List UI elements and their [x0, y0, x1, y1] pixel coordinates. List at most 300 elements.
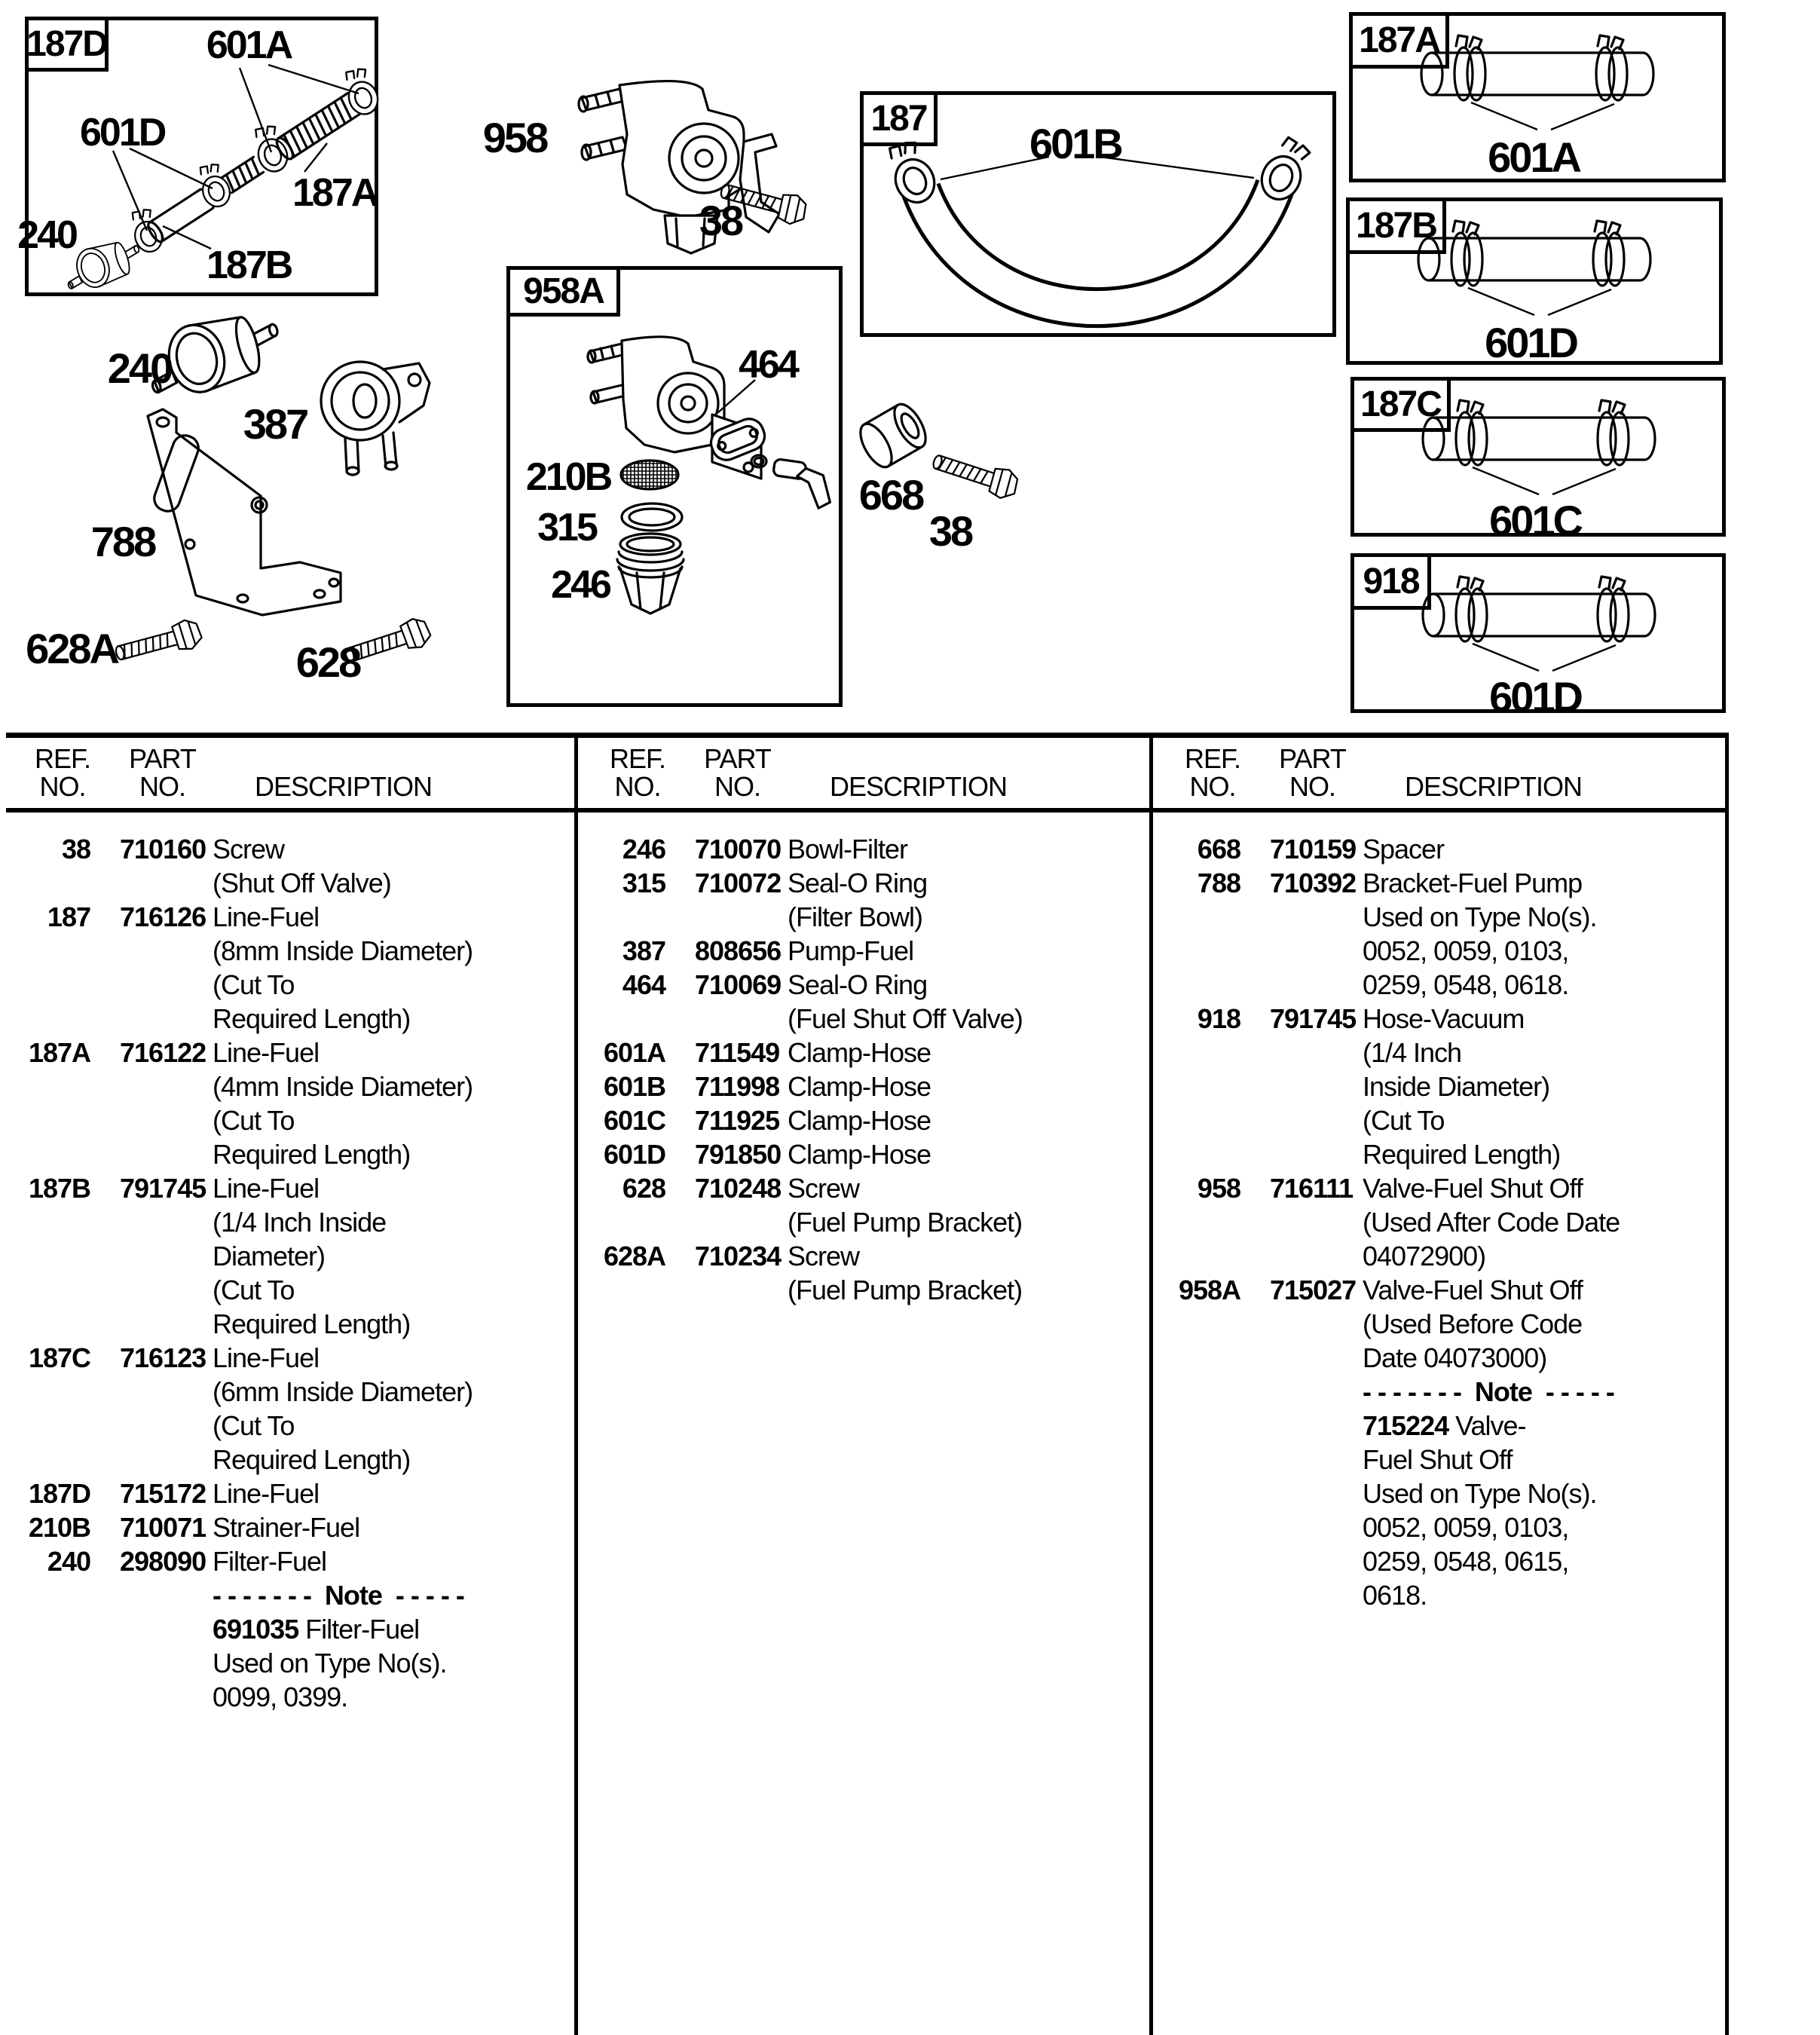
hose-187c-drawing: [1423, 400, 1655, 494]
ref-no: 240: [47, 1546, 90, 1577]
ref-no: [0, 1443, 90, 1477]
callout-628a: 628A: [26, 625, 118, 672]
description: Screw: [213, 834, 285, 864]
callout-601b: 601B: [1029, 120, 1121, 167]
callout-246: 246: [551, 563, 610, 607]
ref-no: [1150, 1239, 1240, 1273]
part-no: 298090: [120, 1546, 206, 1577]
callout-628: 628: [295, 638, 360, 686]
ref-no: [1150, 1409, 1240, 1443]
ref-no: 668: [1197, 834, 1240, 864]
ref-no: 601C: [603, 1105, 665, 1136]
part-no: [120, 1612, 200, 1646]
table-top-border: [6, 733, 1727, 738]
part-no: [1270, 1477, 1350, 1510]
description: (Cut To: [213, 969, 295, 1000]
part-no: [120, 1205, 200, 1239]
description: Diameter): [213, 1241, 326, 1271]
part-no: 716126: [120, 901, 206, 932]
part-no: 710069: [695, 969, 782, 1000]
description: (Cut To: [213, 1275, 295, 1305]
description: (6mm Inside Diameter): [213, 1376, 473, 1407]
part-no: 710072: [695, 868, 782, 898]
ref-no: 628A: [603, 1241, 665, 1271]
part-no: 711549: [695, 1037, 780, 1068]
description: Clamp-Hose: [788, 1105, 931, 1136]
ref-no: [0, 1002, 90, 1036]
table-row: [0, 1646, 571, 1680]
ref-no: 464: [622, 969, 665, 1000]
table-row: [575, 1070, 1146, 1103]
part-no: [1270, 1036, 1350, 1070]
table-row: [1150, 1477, 1721, 1510]
description: 0259, 0548, 0618.: [1363, 969, 1569, 1000]
table-row: [575, 900, 1146, 934]
part-no: [120, 934, 200, 968]
callout-601a-187d: 601A: [206, 23, 292, 67]
description: Used on Type No(s).: [1363, 1478, 1597, 1509]
part-no: 791745: [120, 1173, 206, 1204]
parts-table-column-2: [575, 832, 1146, 1307]
ref-no: [1150, 900, 1240, 934]
table-row: [1150, 1137, 1721, 1171]
part-no: [1270, 934, 1350, 968]
description: (Fuel Pump Bracket): [788, 1207, 1023, 1238]
ref-no: [0, 1409, 90, 1443]
description: Required Length): [213, 1444, 411, 1475]
table-row: [0, 1307, 571, 1341]
table-row: [1150, 1002, 1721, 1036]
description: Clamp-Hose: [788, 1139, 931, 1170]
callout-464: 464: [739, 343, 797, 387]
table-row: [0, 1680, 571, 1714]
description: (Used Before Code: [1363, 1308, 1583, 1339]
description: Inside Diameter): [1363, 1071, 1550, 1102]
fuel-pump-387-drawing: [321, 362, 430, 475]
part-no: 710159: [1270, 834, 1357, 864]
callout-38-mid: 38: [928, 507, 972, 555]
callout-240-loose: 240: [107, 344, 172, 392]
table-row: [575, 1002, 1146, 1036]
o-ring-315-drawing: [622, 503, 682, 531]
table-row: [0, 866, 571, 900]
part-no: 710392: [1270, 868, 1357, 898]
table-row: [1150, 1205, 1721, 1239]
ref-no: [0, 1680, 90, 1714]
description: (Cut To: [1363, 1105, 1445, 1136]
ref-no: [1150, 1070, 1240, 1103]
part-no: [1270, 1443, 1350, 1477]
table-row: [575, 1171, 1146, 1205]
table-row: [0, 1239, 571, 1273]
ref-no: [0, 934, 90, 968]
table-row: [575, 1205, 1146, 1239]
ref-no: [1150, 1036, 1240, 1070]
box-tag-918: 918: [1354, 557, 1431, 610]
table-row: [1150, 1544, 1721, 1578]
description: (Cut To: [213, 1105, 295, 1136]
description: Used on Type No(s).: [213, 1648, 447, 1678]
ref-no: [1150, 1578, 1240, 1612]
table-row: [1150, 1510, 1721, 1544]
part-no: [1270, 1103, 1350, 1137]
table-row: [575, 1103, 1146, 1137]
part-no: [1270, 1137, 1350, 1171]
table-row: [0, 1409, 571, 1443]
part-no: [120, 1443, 200, 1477]
callout-601c-box187c: 601C: [1489, 497, 1581, 544]
box-tag-187d: 187D: [29, 20, 109, 72]
ref-no: [575, 1002, 665, 1036]
description: Clamp-Hose: [788, 1037, 931, 1068]
table-row: [575, 832, 1146, 866]
part-no: 710071: [120, 1512, 206, 1543]
ref-no: [0, 1612, 90, 1646]
table-row: [1150, 1307, 1721, 1341]
part-no: 710070: [695, 834, 782, 864]
table-row: [575, 1137, 1146, 1171]
table-row: [0, 1002, 571, 1036]
ref-no: [0, 968, 90, 1002]
table-row: [1150, 1375, 1721, 1409]
description: (Cut To: [213, 1410, 295, 1441]
callout-601d-box187b: 601D: [1485, 319, 1577, 366]
table-row: [575, 1239, 1146, 1273]
table-row: [1150, 1341, 1721, 1375]
part-no: 791745: [1270, 1003, 1357, 1034]
description: Required Length): [213, 1308, 411, 1339]
ref-no: 958: [1197, 1173, 1240, 1204]
table-row: [575, 866, 1146, 900]
description: (Shut Off Valve): [213, 868, 391, 898]
part-no: 710234: [695, 1241, 782, 1271]
description: 0099, 0399.: [213, 1682, 348, 1712]
ref-no: [0, 1646, 90, 1680]
description: 0052, 0059, 0103,: [1363, 935, 1569, 966]
strainer-210b-drawing: [621, 461, 678, 489]
description: Bracket-Fuel Pump: [1363, 868, 1583, 898]
description: Date 04073000): [1363, 1342, 1547, 1373]
table-row: [1150, 832, 1721, 866]
description: 0052, 0059, 0103,: [1363, 1512, 1569, 1543]
description: Spacer: [1363, 834, 1445, 864]
part-no: [120, 1002, 200, 1036]
valve-958-drawing: [579, 81, 779, 253]
callout-38-top: 38: [699, 197, 742, 244]
description: - - - - - - - Note - - - - -: [213, 1580, 464, 1611]
parts-table-column-1: [0, 832, 571, 1714]
part-no: [695, 900, 775, 934]
table-row: [1150, 968, 1721, 1002]
table-row: [575, 934, 1146, 968]
part-no: [1270, 1375, 1350, 1409]
ref-no: [575, 900, 665, 934]
ref-no: [1150, 1443, 1240, 1477]
spacer-668-drawing: [854, 399, 931, 472]
ref-no: 918: [1197, 1003, 1240, 1034]
description: Screw: [788, 1173, 860, 1204]
hose-187a-drawing: [1421, 35, 1653, 130]
part-no: 808656: [695, 935, 782, 966]
table-row: [1150, 934, 1721, 968]
table-row: [0, 1375, 571, 1409]
table-row: [1150, 1239, 1721, 1273]
ref-no: [1150, 1205, 1240, 1239]
box-tag-187c: 187C: [1354, 381, 1451, 432]
ref-no: [0, 1239, 90, 1273]
callout-210b: 210B: [525, 455, 611, 499]
screw-38-mid-drawing: [929, 447, 1020, 502]
part-no: [120, 1137, 200, 1171]
filter-bowl-246-drawing: [617, 534, 684, 614]
ref-no: [1150, 1510, 1240, 1544]
ref-no: [0, 1205, 90, 1239]
ref-no: 38: [61, 834, 90, 864]
part-no: [695, 1205, 775, 1239]
ref-no: 187C: [28, 1342, 90, 1373]
part-no: 716123: [120, 1342, 206, 1373]
callout-601d-box918: 601D: [1489, 673, 1581, 721]
description: 715224 Valve-: [1363, 1410, 1526, 1441]
table-row: [0, 1544, 571, 1578]
callout-788: 788: [90, 518, 155, 565]
screw-628a-drawing: [112, 617, 203, 669]
shutoff-lever-drawing: [769, 459, 835, 510]
table-row: [0, 1137, 571, 1171]
part-no: [1270, 1510, 1350, 1544]
box-tag-187: 187: [864, 95, 938, 146]
ref-no: [0, 1273, 90, 1307]
part-no: [120, 1239, 200, 1273]
ref-no: [1150, 1341, 1240, 1375]
part-no: [1270, 1544, 1350, 1578]
table-row: [1150, 1171, 1721, 1205]
table-row: [0, 1273, 571, 1307]
ref-no: 187: [47, 901, 90, 932]
part-no: [1270, 1205, 1350, 1239]
ref-no: [0, 1103, 90, 1137]
part-no: [1270, 1307, 1350, 1341]
table-header-separator: [6, 808, 1727, 812]
table-row: [0, 832, 571, 866]
description: Used on Type No(s).: [1363, 901, 1597, 932]
part-no: [1270, 1341, 1350, 1375]
part-no: [1270, 1409, 1350, 1443]
table-row: [0, 1578, 571, 1612]
part-no: [120, 866, 200, 900]
description: (Filter Bowl): [788, 901, 923, 932]
parts-diagram-page: 187D 958A 187 187A 187B 187C 918 601A 601D 187A 187B 240 958 38 464 210B 315 246 668 38 601B 601A 601D 601C 601D 240 387 788 628A 628 REF. NO. PART NO. DESCRIPTION REF. NO. PART NO. DESCRIPTION REF. NO. PART NO. DESCRIPTION 38 710160 Screw (Shut Off Valve) 187 716126 Line-Fuel (8mm Inside Diameter) (Cut To Required Length) 187A 716122 Line-Fuel (4mm Inside Diameter) (Cut To Required Length) 187B 791745 Line-Fuel (1/4 Inch Inside Diameter) (Cut To Required Length) 187C 716123 Line-Fuel (6mm Inside Diameter) (Cut To Required Length) 187D 715172 Line-Fuel 210B 710071 Strainer-Fuel 240 298090 Filter-Fuel - - - - - - - Note - - - - - 691035 Filter-Fuel Used on Type No(s). 0099, 0399. 246 710070 Bowl-Filter 315 710072 Seal-O Ring (Filter Bowl) 387 808656 Pump-Fuel 464 710069 Seal-O Ring (Fuel Shut Off Valve) 601A 711549 Clamp-Hose 601B 711998 Clamp-Hose 601C 711925 Clamp-Hose 601D 791850 Clamp-Hose 628 710248 Screw (Fuel Pump Bracket) 628A 710234 Screw (Fuel Pump Bracket) 668 710159 Spacer 788 710392 Bracket-Fuel Pump Used on Type No(s). 0052, 0059, 0103, 0259, 0548, 0618. 918 791745 Hose-Vacuum (1/4 Inch Inside Diameter) (Cut To Required Length) 958 716111 Valve-Fuel Shut Off (Used After Code Date 04072900) 958A 715027 Valve-Fuel Shut Off (Used Before Code Date 04073000) - - - - - - - Note - - - - - 715224 Valve- Fuel Shut Off Used on Type No(s). 0052, 0059, 0103, 0259, 0548, 0615, 0618.: [0, 0, 1820, 2035]
ref-no: [1150, 1103, 1240, 1137]
ref-no: [0, 1307, 90, 1341]
ref-no: 628: [622, 1173, 665, 1204]
part-no: [695, 1002, 775, 1036]
table-row: [0, 1103, 571, 1137]
part-no: [120, 1273, 200, 1307]
ref-no: 187B: [28, 1173, 90, 1204]
description: (Fuel Shut Off Valve): [788, 1003, 1023, 1034]
callout-601a-box187a: 601A: [1488, 133, 1580, 181]
ref-no: [1150, 1307, 1240, 1341]
ref-no: [1150, 968, 1240, 1002]
table-row: [575, 968, 1146, 1002]
part-no: [120, 1375, 200, 1409]
part-no: 710248: [695, 1173, 782, 1204]
table-row: [0, 1510, 571, 1544]
ref-no: [1150, 1137, 1240, 1171]
callout-387: 387: [243, 400, 307, 448]
ref-no: 315: [622, 868, 665, 898]
part-no: [120, 1103, 200, 1137]
part-no: [120, 968, 200, 1002]
description: Filter-Fuel: [213, 1546, 327, 1577]
part-no: [120, 1680, 200, 1714]
ref-no: 246: [622, 834, 665, 864]
description: Pump-Fuel: [788, 935, 914, 966]
ref-no: 958A: [1178, 1275, 1240, 1305]
table-row: [1150, 900, 1721, 934]
part-no: 710160: [120, 834, 206, 864]
description: Line-Fuel: [213, 901, 320, 932]
description: Fuel Shut Off: [1363, 1444, 1513, 1475]
part-no: [120, 1070, 200, 1103]
table-row: [0, 968, 571, 1002]
description: Required Length): [213, 1139, 411, 1170]
table-row: [1150, 1036, 1721, 1070]
ref-no: [0, 866, 90, 900]
description: Valve-Fuel Shut Off: [1363, 1275, 1583, 1305]
ref-no: [1150, 1544, 1240, 1578]
ref-no: 788: [1197, 868, 1240, 898]
part-no: [120, 1646, 200, 1680]
description: (8mm Inside Diameter): [213, 935, 473, 966]
table-row: [0, 1171, 571, 1205]
part-no: [1270, 968, 1350, 1002]
description: Clamp-Hose: [788, 1071, 931, 1102]
part-no: [1270, 1239, 1350, 1273]
part-no: 711925: [695, 1105, 780, 1136]
description: 0259, 0548, 0615,: [1363, 1546, 1569, 1577]
part-no: 716111: [1270, 1173, 1354, 1204]
ref-no: [0, 1578, 90, 1612]
description: Line-Fuel: [213, 1342, 320, 1373]
description: Required Length): [213, 1003, 411, 1034]
hose-918-drawing: [1423, 577, 1655, 671]
ref-no: 601B: [603, 1071, 665, 1102]
description: Hose-Vacuum: [1363, 1003, 1525, 1034]
part-no: [120, 1307, 200, 1341]
parts-table-column-3: [1150, 832, 1721, 1612]
callout-958: 958: [482, 114, 547, 161]
table-row: [575, 1036, 1146, 1070]
callout-315: 315: [537, 506, 596, 549]
table-row: [1150, 1409, 1721, 1443]
callout-187b-187d: 187B: [206, 243, 292, 287]
ref-no: [1150, 1375, 1240, 1409]
part-no: [120, 1409, 200, 1443]
table-row: [1150, 1443, 1721, 1477]
table-right-border: [1725, 733, 1729, 2035]
description: (4mm Inside Diameter): [213, 1071, 473, 1102]
table-row: [0, 934, 571, 968]
table-row: [0, 900, 571, 934]
part-no: 715027: [1270, 1275, 1357, 1305]
description: Required Length): [1363, 1139, 1561, 1170]
description: - - - - - - - Note - - - - -: [1363, 1376, 1614, 1407]
part-no: [1270, 1578, 1350, 1612]
description: 691035 Filter-Fuel: [213, 1614, 420, 1645]
table-row: [0, 1477, 571, 1510]
ref-no: 387: [622, 935, 665, 966]
callout-601d-187d: 601D: [80, 111, 165, 155]
table-row: [0, 1070, 571, 1103]
part-no: 711998: [695, 1071, 780, 1102]
table-row: [1150, 1070, 1721, 1103]
description: Seal-O Ring: [788, 969, 928, 1000]
table-row: [1150, 1578, 1721, 1612]
table-row: [0, 1612, 571, 1646]
description: Line-Fuel: [213, 1037, 320, 1068]
description: Bowl-Filter: [788, 834, 908, 864]
box-tag-958a: 958A: [510, 270, 620, 317]
box-tag-187b: 187B: [1350, 201, 1446, 254]
part-no: 716122: [120, 1037, 206, 1068]
box-tag-187a: 187A: [1353, 16, 1449, 69]
ref-no: [0, 1070, 90, 1103]
part-no: [695, 1273, 775, 1307]
ref-no: [575, 1205, 665, 1239]
ref-no: [0, 1137, 90, 1171]
callout-240-187d: 240: [17, 213, 76, 257]
part-no: 715172: [120, 1478, 206, 1509]
part-no: 791850: [695, 1139, 782, 1170]
description: (Used After Code Date: [1363, 1207, 1620, 1238]
description: (1/4 Inch: [1363, 1037, 1462, 1068]
part-no: [1270, 1070, 1350, 1103]
ref-no: [1150, 934, 1240, 968]
ref-no: 601A: [603, 1037, 665, 1068]
description: Screw: [788, 1241, 860, 1271]
table-row: [0, 1036, 571, 1070]
description: Strainer-Fuel: [213, 1512, 360, 1543]
description: 04072900): [1363, 1241, 1486, 1271]
description: Line-Fuel: [213, 1478, 320, 1509]
table-row: [575, 1273, 1146, 1307]
part-no: [1270, 900, 1350, 934]
ref-no: [1150, 1477, 1240, 1510]
callout-668: 668: [858, 471, 923, 519]
description: (Fuel Pump Bracket): [788, 1275, 1023, 1305]
ref-no: 210B: [28, 1512, 90, 1543]
ref-no: 187A: [28, 1037, 90, 1068]
ref-no: 187D: [28, 1478, 90, 1509]
table-row: [0, 1205, 571, 1239]
table-row: [1150, 1103, 1721, 1137]
ref-no: 601D: [603, 1139, 665, 1170]
table-row: [1150, 866, 1721, 900]
part-no: [120, 1578, 200, 1612]
hose-187b-drawing: [1418, 221, 1650, 315]
description: (1/4 Inch Inside: [213, 1207, 387, 1238]
table-row: [1150, 1273, 1721, 1307]
ref-no: [575, 1273, 665, 1307]
description: Valve-Fuel Shut Off: [1363, 1173, 1583, 1204]
description: 0618.: [1363, 1580, 1427, 1611]
description: Seal-O Ring: [788, 868, 928, 898]
description: Line-Fuel: [213, 1173, 320, 1204]
callout-187a-187d: 187A: [292, 171, 378, 215]
table-row: [0, 1443, 571, 1477]
